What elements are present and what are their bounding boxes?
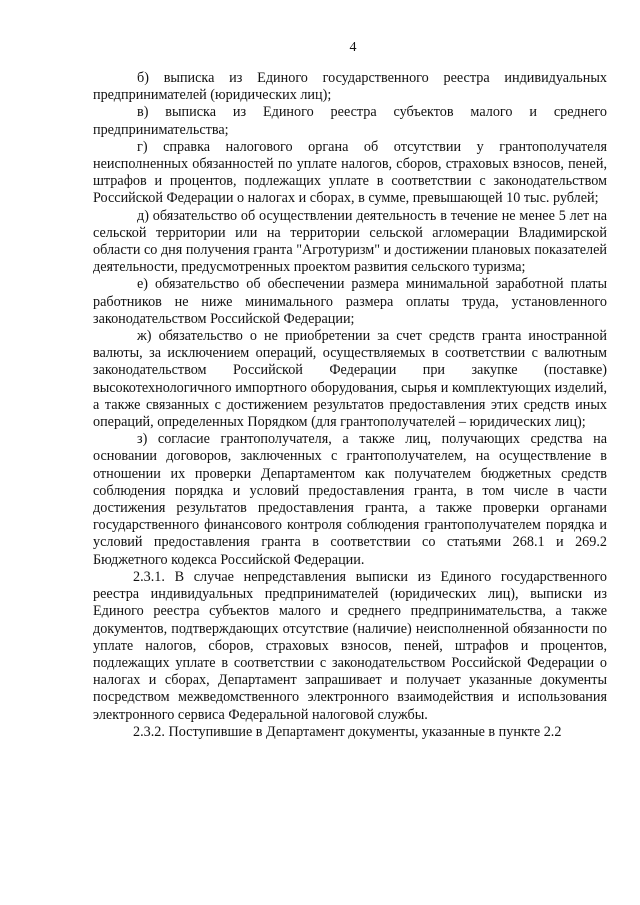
paragraph-item-g: г) справка налогового органа об отсутствии у грантополучателя неисполненных обязанностей по уплате налогов, сборов, страховых взносов, пеней, штрафов и процентов, подлежащих уплате в соответствии с законодательством Российской Федерации о налогах и сборах, в сумме, превышающей 10 тыс. рублей; <box>93 138 607 207</box>
document-page <box>93 40 607 741</box>
paragraph-item-d: д) обязательство об осуществлении деятельность в течение не менее 5 лет на сельской территории или на территории сельской агломерации Владимирской области со дня получения гранта "Агротуризм" и достижении плановых показателей деятельности, предусмотренных проектом развития сельского туризма; <box>93 207 607 276</box>
paragraph-item-zh: ж) обязательство о не приобретении за счет средств гранта иностранной валюты, за исключением операций, осуществляемых в соответствии с валютным законодательством Российской Федерации при закупке (поставке) высокотехнологичного импортного оборудования, сырья и комплектующих изделий, а также связанных с достижением результатов предоставления этих средств иных операций, определенных Порядком (для грантополучателей – юридических лиц); <box>93 328 607 431</box>
paragraph-item-b: б) выписка из Единого государственного реестра индивидуальных предпринимателей (юридических лиц); <box>93 70 607 104</box>
paragraph-item-z: з) согласие грантополучателя, а также лиц, получающих средства на основании договоров, заключенных с грантополучателем, на осуществление в отношении их проверки Департаментом как получателем бюджетных средств соблюдения порядка и условий предоставления гранта, в том числе в части достижения результатов предоставления гранта, а также проверки органами государственного финансового контроля соблюдения грантополучателем порядка и условий предоставления гранта в соответствии со статьями 268.1 и 269.2 Бюджетного кодекса Российской Федерации. <box>93 431 607 568</box>
paragraph-item-e: е) обязательство об обеспечении размера минимальной заработной платы работников не ниже минимального размера оплаты труда, установленного законодательством Российской Федерации; <box>93 276 607 327</box>
paragraph-section-2-3-1: 2.3.1. В случае непредставления выписки из Единого государственного реестра индивидуальных предпринимателей (юридических лиц), выписки из Единого реестра субъектов малого и среднего предпринимательства, а также документов, подтверждающих отсутствие (наличие) неисполненной обязанности по уплате налогов, сборов, страховых взносов, пеней, штрафов и процентов, подлежащих уплате в соответствии с законодательством Российской Федерации о налогах и сборах, Департамент запрашивает и получает указанные документы посредством межведомственного электронного взаимодействия и использования электронного сервиса Федеральной налоговой службы. <box>93 568 607 723</box>
paragraph-section-2-3-2: 2.3.2. Поступившие в Департамент документы, указанные в пункте 2.2 <box>133 723 562 740</box>
paragraph-item-v: в) выписка из Единого реестра субъектов малого и среднего предпринимательства; <box>93 104 607 138</box>
page-number: 4 <box>349 40 357 55</box>
